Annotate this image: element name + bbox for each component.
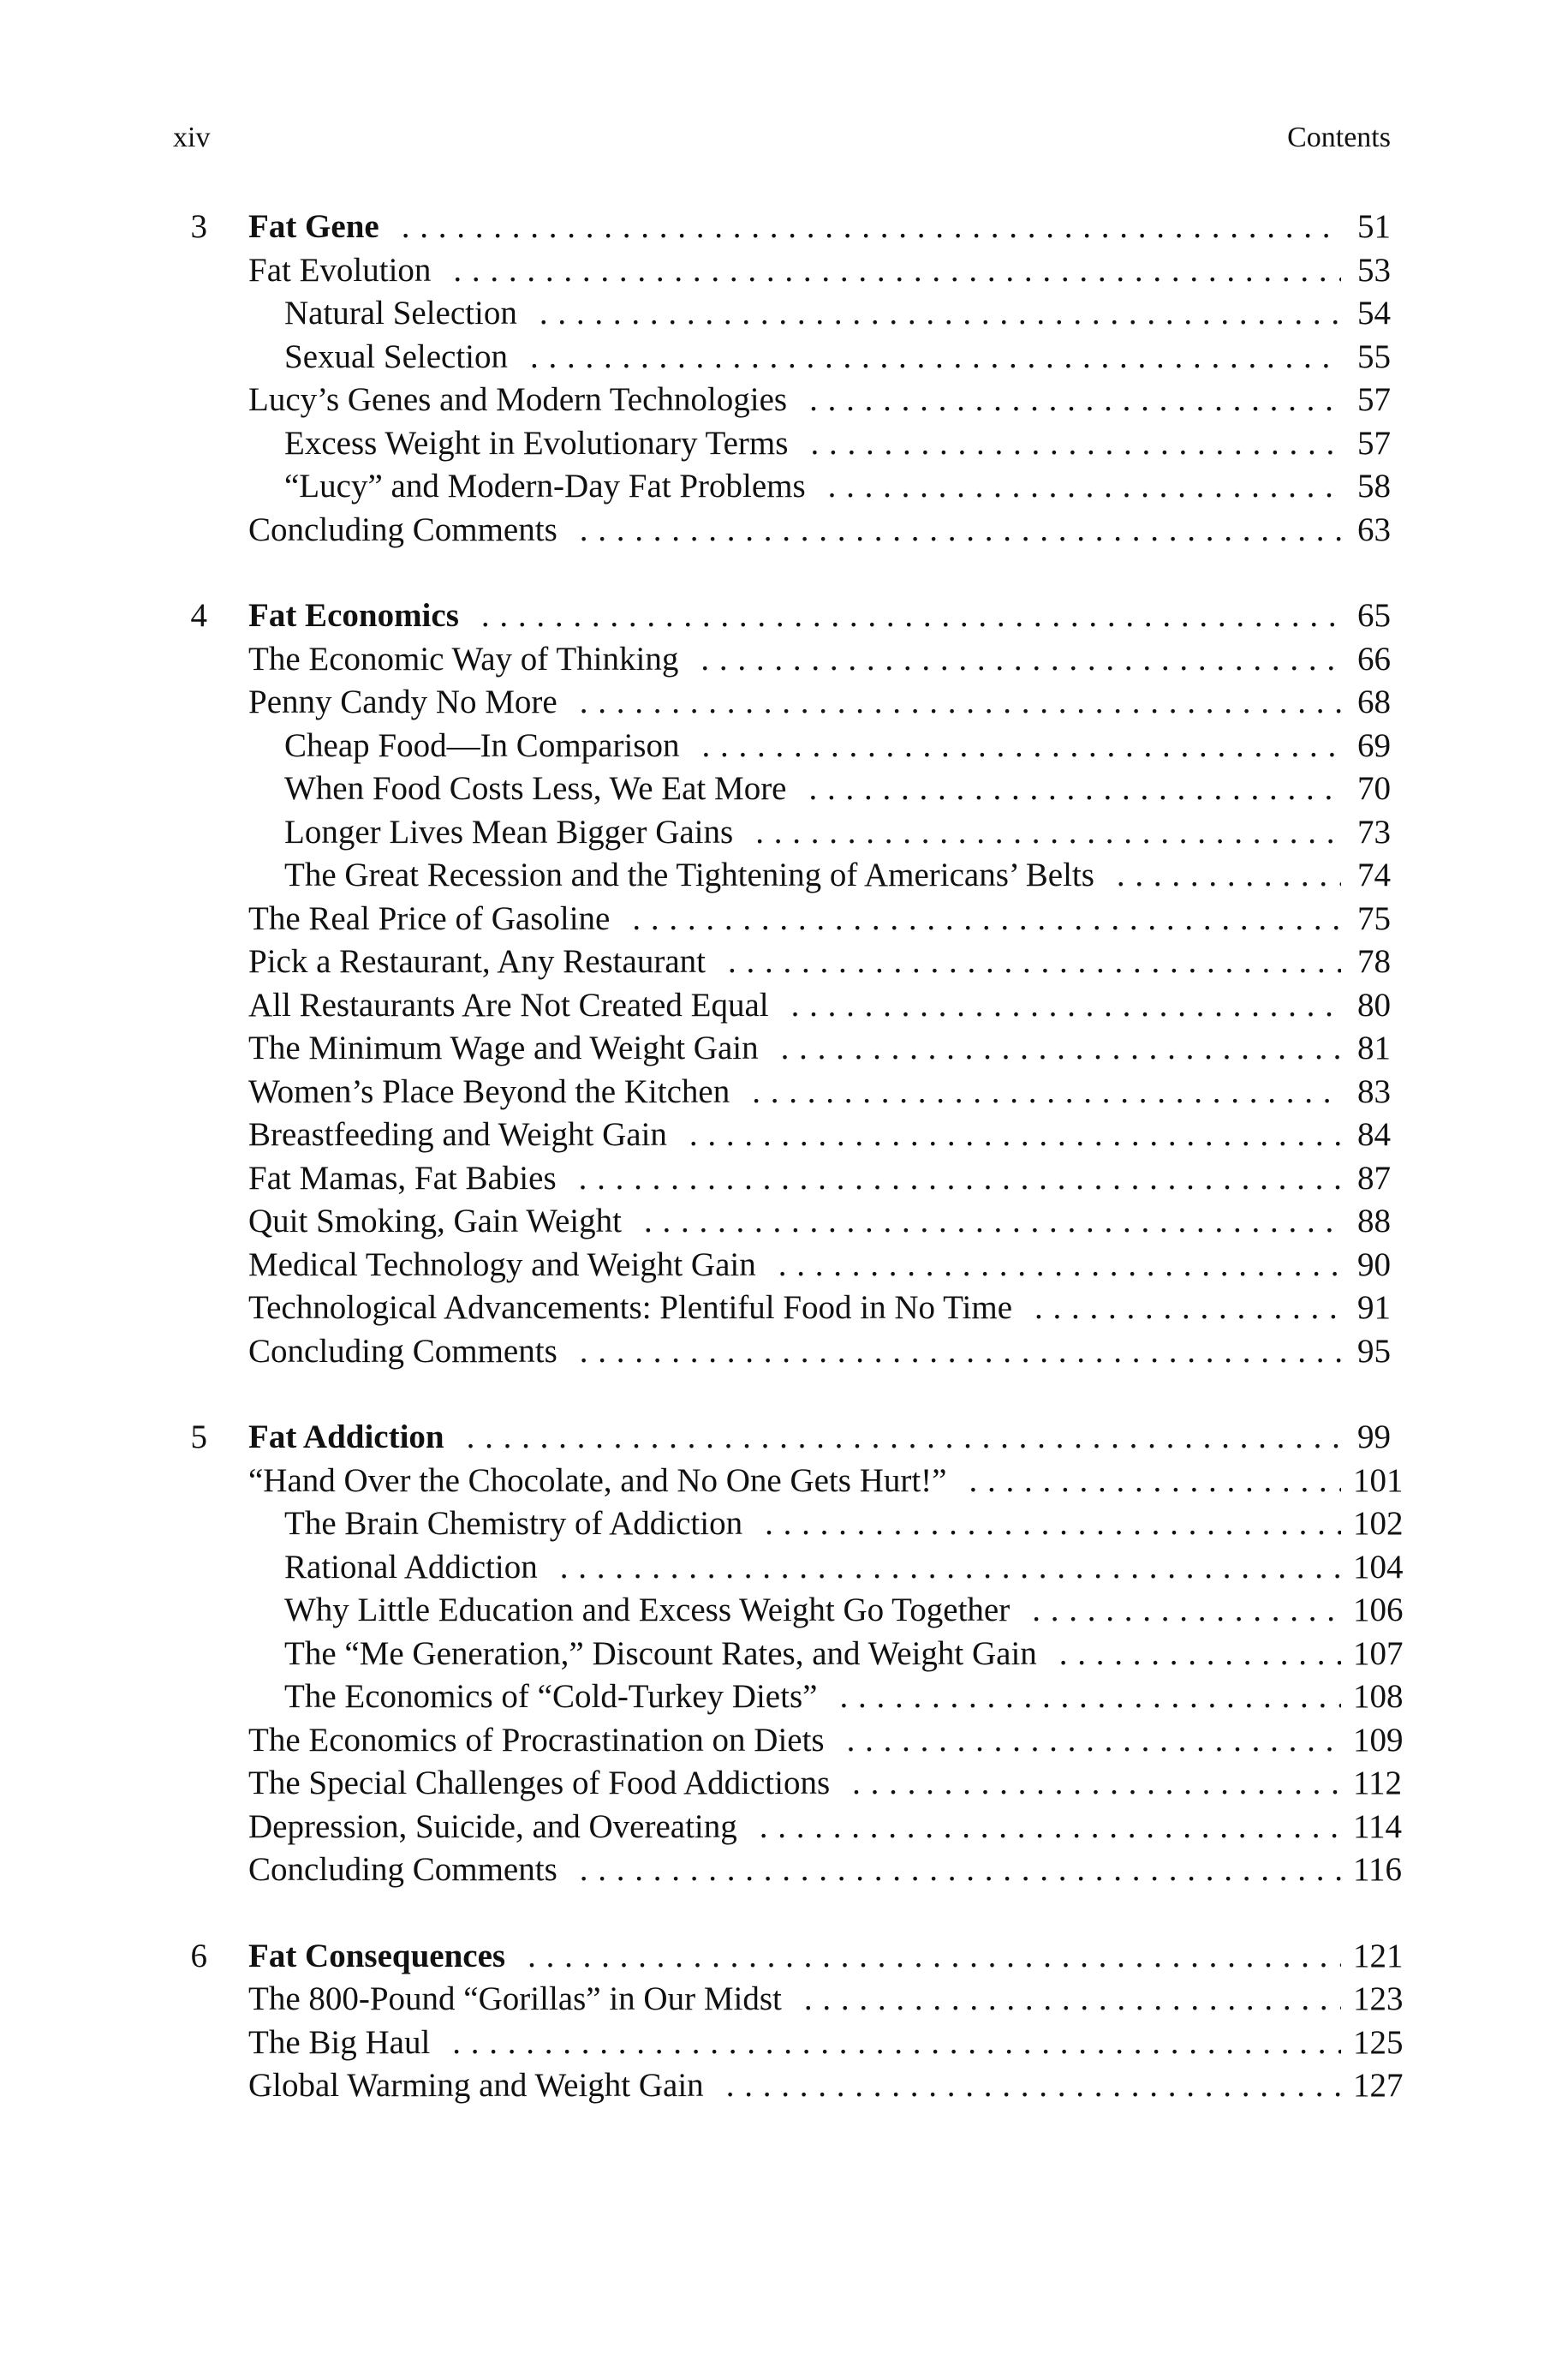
page-number: 109 xyxy=(1353,1721,1404,1759)
toc-section[interactable] xyxy=(173,379,1391,422)
dot-leader xyxy=(839,1675,1341,1719)
toc-section[interactable] xyxy=(173,1157,1391,1201)
entry-title: “Lucy” and Modern-Day Fat Problems xyxy=(284,468,806,505)
page-number: 70 xyxy=(1357,770,1391,807)
page-number: 90 xyxy=(1357,1245,1391,1283)
entry-title: The Special Challenges of Food Addictions xyxy=(248,1765,831,1801)
entry-title: Breastfeeding and Weight Gain xyxy=(248,1116,667,1153)
entry-title: The “Me Generation,” Discount Rates, and Weight Gain xyxy=(284,1634,1037,1672)
dot-leader xyxy=(1059,1633,1341,1676)
entry-title: The Minimum Wage and Weight Gain xyxy=(248,1030,759,1066)
entry-title: Medical Technology and Weight Gain xyxy=(248,1245,756,1283)
entry-title: Concluding Comments xyxy=(248,1332,557,1370)
dot-leader xyxy=(728,941,1341,984)
page-number: 81 xyxy=(1357,1030,1391,1066)
page-number: 78 xyxy=(1357,943,1391,980)
toc-section[interactable] xyxy=(173,2022,1404,2065)
page-number: 116 xyxy=(1353,1851,1403,1888)
dot-leader xyxy=(755,811,1341,855)
page-number: 88 xyxy=(1357,1203,1391,1239)
toc-section[interactable] xyxy=(173,1027,1391,1071)
page-number: 65 xyxy=(1357,597,1391,634)
toc-subsection[interactable] xyxy=(173,725,1391,768)
toc-chapter-5 xyxy=(173,1416,1404,1892)
chapter-number: 5 xyxy=(190,1418,207,1455)
dot-leader xyxy=(560,1546,1341,1590)
entry-title: Fat Evolution xyxy=(248,251,432,289)
entry-title: Concluding Comments xyxy=(248,1851,557,1888)
toc-section[interactable] xyxy=(173,509,1391,552)
page-number: 75 xyxy=(1357,899,1391,937)
dot-leader xyxy=(810,422,1341,466)
page-number: 125 xyxy=(1353,2023,1404,2061)
entry-title: Lucy’s Genes and Modern Technologies xyxy=(248,381,788,418)
toc-section[interactable] xyxy=(173,2064,1404,2108)
dot-leader xyxy=(701,725,1341,768)
page-number: 91 xyxy=(1357,1289,1391,1326)
dot-leader xyxy=(1117,854,1341,898)
entry-title: Penny Candy No More xyxy=(248,684,557,720)
toc-section[interactable] xyxy=(173,249,1391,293)
dot-leader xyxy=(828,465,1341,509)
entry-title: Fat Addiction xyxy=(248,1418,444,1455)
page-number: 51 xyxy=(1357,208,1391,245)
toc-section[interactable] xyxy=(173,984,1391,1028)
dot-leader xyxy=(791,984,1341,1028)
entry-title: Longer Lives Mean Bigger Gains xyxy=(284,813,734,851)
toc-subsection[interactable] xyxy=(173,336,1391,379)
page-header xyxy=(173,122,1391,164)
page-number: 108 xyxy=(1353,1678,1404,1715)
entry-title: When Food Costs Less, We Eat More xyxy=(284,770,787,807)
toc-subsection[interactable] xyxy=(173,1675,1404,1719)
entry-title: Fat Mamas, Fat Babies xyxy=(248,1159,557,1197)
toc-section[interactable] xyxy=(173,898,1391,941)
toc-subsection[interactable] xyxy=(173,1589,1404,1633)
dot-leader xyxy=(969,1460,1341,1503)
entry-title: Women’s Place Beyond the Kitchen xyxy=(248,1072,730,1110)
toc-section[interactable] xyxy=(173,638,1391,682)
page-number: 57 xyxy=(1357,424,1391,462)
dot-leader xyxy=(632,898,1341,941)
dot-leader xyxy=(1034,1287,1341,1330)
dot-leader xyxy=(689,1114,1341,1157)
entry-title: Natural Selection xyxy=(284,295,517,331)
toc-section[interactable] xyxy=(173,1114,1391,1157)
dot-leader xyxy=(540,292,1341,336)
toc-section[interactable] xyxy=(173,1806,1403,1849)
dot-leader xyxy=(579,1157,1341,1201)
entry-title: The Big Haul xyxy=(248,2023,431,2061)
page-number: 53 xyxy=(1357,251,1391,289)
entry-title: “Hand Over the Chocolate, and No One Gets Hurt!” xyxy=(248,1461,947,1499)
entry-title: Pick a Restaurant, Any Restaurant xyxy=(248,943,706,980)
page-folio: xiv xyxy=(173,122,211,153)
toc-section[interactable] xyxy=(173,1848,1403,1892)
page-number: 66 xyxy=(1357,640,1391,678)
toc-subsection[interactable] xyxy=(173,292,1391,336)
toc-subsection[interactable] xyxy=(173,1502,1404,1546)
dot-leader xyxy=(453,249,1341,293)
entry-title: Technological Advancements: Plentiful Food in No Time xyxy=(248,1289,1013,1326)
dot-leader xyxy=(530,336,1341,379)
entry-title: Rational Addiction xyxy=(284,1548,538,1586)
page-number: 99 xyxy=(1357,1418,1391,1455)
entry-title: Cheap Food—In Comparison xyxy=(284,726,680,764)
toc-chapter-heading[interactable] xyxy=(173,594,1391,638)
entry-title: Why Little Education and Excess Weight Go Together xyxy=(284,1592,1011,1628)
entry-title: Fat Consequences xyxy=(248,1937,506,1974)
toc-section[interactable] xyxy=(173,1287,1391,1330)
page-number: 55 xyxy=(1357,337,1391,375)
page-number: 84 xyxy=(1357,1116,1391,1153)
page-number: 57 xyxy=(1357,381,1391,418)
dot-leader xyxy=(1032,1589,1341,1633)
dot-leader xyxy=(580,509,1341,552)
dot-leader xyxy=(809,379,1341,422)
dot-leader xyxy=(452,2022,1341,2065)
entry-title: Fat Gene xyxy=(248,208,379,245)
dot-leader xyxy=(528,1935,1341,1979)
toc-chapter-4 xyxy=(173,594,1391,1373)
page-number: 123 xyxy=(1353,1980,1404,2017)
toc-chapter-heading[interactable] xyxy=(173,1935,1404,1979)
toc-subsection[interactable] xyxy=(173,854,1391,898)
toc-section[interactable] xyxy=(173,681,1391,725)
toc-section[interactable] xyxy=(173,1460,1404,1503)
entry-title: Excess Weight in Evolutionary Terms xyxy=(284,424,789,462)
entry-title: The 800-Pound “Gorillas” in Our Midst xyxy=(248,1980,782,2017)
dot-leader xyxy=(852,1762,1341,1806)
toc-section[interactable] xyxy=(173,1200,1391,1244)
chapter-number: 4 xyxy=(190,597,207,634)
dot-leader xyxy=(580,1330,1341,1374)
dot-leader xyxy=(804,1978,1341,2022)
entry-title: The Real Price of Gasoline xyxy=(248,899,611,937)
toc-subsection[interactable] xyxy=(173,767,1391,811)
page-number: 58 xyxy=(1357,468,1391,505)
page-number: 80 xyxy=(1357,986,1391,1024)
toc-subsection[interactable] xyxy=(173,811,1391,855)
dot-leader xyxy=(402,206,1341,249)
entry-title: Fat Economics xyxy=(248,597,459,634)
toc-section[interactable] xyxy=(173,1330,1391,1374)
toc-chapter-heading[interactable] xyxy=(173,1416,1391,1460)
page-number: 107 xyxy=(1353,1634,1404,1672)
page-number: 114 xyxy=(1353,1807,1403,1845)
page-number: 74 xyxy=(1357,857,1391,893)
page-number: 106 xyxy=(1353,1592,1404,1628)
toc-chapter-heading[interactable] xyxy=(173,206,1391,249)
toc-subsection[interactable] xyxy=(173,1633,1404,1676)
dot-leader xyxy=(701,638,1341,682)
page-number: 102 xyxy=(1353,1505,1404,1542)
entry-title: Depression, Suicide, and Overeating xyxy=(248,1807,737,1845)
page-number: 95 xyxy=(1357,1332,1391,1370)
page-number: 69 xyxy=(1357,726,1391,764)
page-number: 68 xyxy=(1357,684,1391,720)
toc-subsection[interactable] xyxy=(173,422,1391,466)
page-number: 112 xyxy=(1353,1765,1403,1801)
running-title: Contents xyxy=(1287,122,1391,153)
entry-title: Concluding Comments xyxy=(248,511,557,548)
dot-leader xyxy=(467,1416,1341,1460)
page-number: 87 xyxy=(1357,1159,1391,1197)
toc-section[interactable] xyxy=(173,1762,1403,1806)
table-of-contents xyxy=(173,206,1404,2151)
page-number: 54 xyxy=(1357,295,1391,331)
dot-leader xyxy=(752,1071,1341,1114)
entry-title: Quit Smoking, Gain Weight xyxy=(248,1203,622,1239)
toc-subsection[interactable] xyxy=(173,1546,1404,1590)
dot-leader xyxy=(765,1502,1341,1546)
entry-title: All Restaurants Are Not Created Equal xyxy=(248,986,769,1024)
dot-leader xyxy=(580,1848,1341,1892)
toc-section[interactable] xyxy=(173,1244,1391,1287)
toc-section[interactable] xyxy=(173,941,1391,984)
toc-subsection[interactable] xyxy=(173,465,1391,509)
page-number: 121 xyxy=(1353,1937,1404,1974)
toc-chapter-6 xyxy=(173,1935,1404,2108)
entry-title: The Great Recession and the Tightening of Americans’ Belts xyxy=(284,857,1094,893)
toc-section[interactable] xyxy=(173,1071,1391,1114)
dot-leader xyxy=(760,1806,1341,1849)
toc-chapter-3 xyxy=(173,206,1391,552)
dot-leader xyxy=(726,2064,1341,2108)
entry-title: The Economic Way of Thinking xyxy=(248,640,679,678)
page-number: 73 xyxy=(1357,813,1391,851)
entry-title: Global Warming and Weight Gain xyxy=(248,2067,704,2104)
toc-section[interactable] xyxy=(173,1978,1404,2022)
toc-section[interactable] xyxy=(173,1719,1404,1763)
dot-leader xyxy=(778,1244,1341,1287)
dot-leader xyxy=(481,594,1341,638)
entry-title: The Brain Chemistry of Addiction xyxy=(284,1505,743,1542)
entry-title: The Economics of Procrastination on Diets xyxy=(248,1721,825,1759)
dot-leader xyxy=(580,681,1341,725)
page-number: 104 xyxy=(1353,1548,1404,1586)
page-number: 83 xyxy=(1357,1072,1391,1110)
page-number: 127 xyxy=(1353,2067,1404,2104)
dot-leader xyxy=(781,1027,1341,1071)
chapter-number: 6 xyxy=(190,1937,207,1974)
page-number: 101 xyxy=(1353,1461,1404,1499)
page-number: 63 xyxy=(1357,511,1391,548)
dot-leader xyxy=(809,767,1342,811)
chapter-number: 3 xyxy=(190,208,207,245)
dot-leader xyxy=(644,1200,1341,1244)
entry-title: The Economics of “Cold-Turkey Diets” xyxy=(284,1678,818,1715)
entry-title: Sexual Selection xyxy=(284,337,509,375)
dot-leader xyxy=(847,1719,1341,1763)
